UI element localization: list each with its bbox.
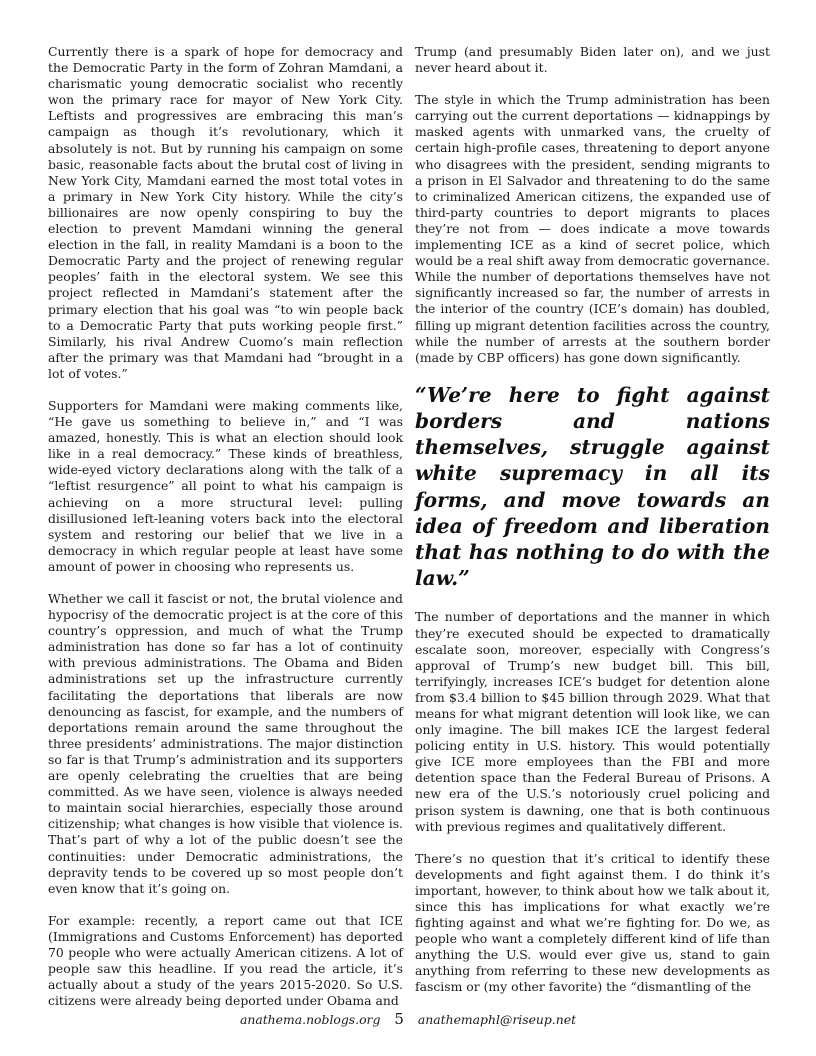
footer-site-link: anathema.noblogs.org xyxy=(239,1012,381,1027)
body-paragraph: Trump (and presumably Biden later on), and we just never heard about it. xyxy=(415,44,770,76)
page-footer xyxy=(0,1010,816,1028)
body-paragraph: The number of deportations and the manner in which they’re executed should be expected to dramatically escalate soon, moreover, especially with Congress’s approval of Trump’s new budget bill. This bill, terrifyingly, increases ICE’s budget for detention alone from $3.4 billion to $45 billion through 2029. What that means for what migrant detention will look like, we can only imagine. The bill makes ICE the largest federal policing entity in U.S. history. This would potentially give ICE more employees than the FBI and more detention space than the Federal Bureau of Prisons. A new era of the U.S.’s notoriously cruel policing and prison system is dawning, one that is both continuous with previous regimes and qualitatively different. xyxy=(415,609,770,834)
pull-quote: “We’re here to fight against borders and nations themselves, struggle against white supremacy in all its forms, and move towards an idea of freedom and liberation that has nothing to do with the law.” xyxy=(415,382,770,591)
body-paragraph: There’s no question that it’s critical to identify these developments and fight against them. I do think it’s important, however, to think about how we talk about it, since this has implications for what exactly we’re fighting against and what we’re fighting for. Do we, as people who want a completely different kind of life than anything the U.S. would ever give us, stand to gain anything from referring to these new developments as fascism or (my other favorite) the “dismantling of the xyxy=(415,850,770,995)
body-paragraph: Whether we call it fascist or not, the brutal violence and hypocrisy of the democratic project is at the core of this country’s oppression, and much of what the Trump administration has done so far has a lot of continuity with previous administrations. The Obama and Biden administrations set up the infrastructure currently facilitating the deportations that liberals are now denouncing as fascist, for example, and the numbers of deportations remain around the same throughout the three presidents’ administrations. The major distinction so far is that Trump’s administration and its supporters are openly celebrating the cruelties that are being committed. As we have seen, violence is always needed to maintain social hierarchies, especially those around citizenship; what changes is how visible that violence is. That’s part of why a lot of the public doesn’t see the continuities: under Democratic administrations, the depravity tends to be covered up so most people don’t even know that it’s going on. xyxy=(48,591,403,896)
body-paragraph: Currently there is a spark of hope for democracy and the Democratic Party in the form of Zohran Mamdani, a charismatic young democratic socialist who recently won the primary race for mayor of New York City. Leftists and progressives are embracing this man’s campaign as though it’s revolutionary, which it absolutely is not. But by running his campaign on some basic, reasonable facts about the brutal cost of living in New York City, Mamdani earned the most total votes in a primary in New York City history. While the city’s billionaires are now openly conspiring to buy the election to prevent Mamdani winning the general election in the fall, in reality Mamdani is a boon to the Democratic Party and the project of renewing regular peoples’ faith in the electoral system. We see this project reflected in Mamdani’s statement after the primary election that his goal was “to win people back to a Democratic Party that puts working people first.” Similarly, his rival Andrew Cuomo’s main reflection after the primary was that Mamdani had “brought in a lot of votes.” xyxy=(48,44,403,381)
body-paragraph: For example: recently, a report came out that ICE (Immigrations and Customs Enforcement) has deported 70 people who were actually American citizens. A lot of people saw this headline. If you read the article, it’s actually about a study of the years 2015-2020. So U.S. citizens were already being deported under Obama and xyxy=(48,912,403,1009)
left-column xyxy=(48,44,403,1025)
body-paragraph: Supporters for Mamdani were making comments like, “He gave us something to believe in,” and “I was amazed, honestly. This is what an election should look like in a real democracy.” These kinds of breathless, wide-eyed victory declarations along with the talk of a “leftist resurgence” all point to what his campaign is achieving on a more structural level: pulling disillusioned left-leaning voters back into the electoral system and restoring our belief that we live in a democracy in which regular people at least have some amount of power in choosing who represents us. xyxy=(48,397,403,574)
footer-email: anathemaphl@riseup.net xyxy=(417,1012,577,1027)
body-paragraph: The style in which the Trump administration has been carrying out the current deportations — kidnappings by masked agents with unmarked vans, the cruelty of certain high-profile cases, threatening to deport anyone who disagrees with the president, sending migrants to a prison in El Salvador and threatening to do the same to criminalized American citizens, the expanded use of third-party countries to deport migrants to places they’re not from — does indicate a move towards implementing ICE as a kind of secret police, which would be a real shift away from democratic governance. While the number of deportations themselves have not significantly increased so far, the number of arrests in the interior of the country (ICE’s domain) has doubled, filling up migrant detention facilities across the country, while the number of arrests at the southern border (made by CBP officers) has gone down significantly. xyxy=(415,92,770,365)
right-column xyxy=(415,44,770,1012)
page-number: 5 xyxy=(394,1010,404,1028)
